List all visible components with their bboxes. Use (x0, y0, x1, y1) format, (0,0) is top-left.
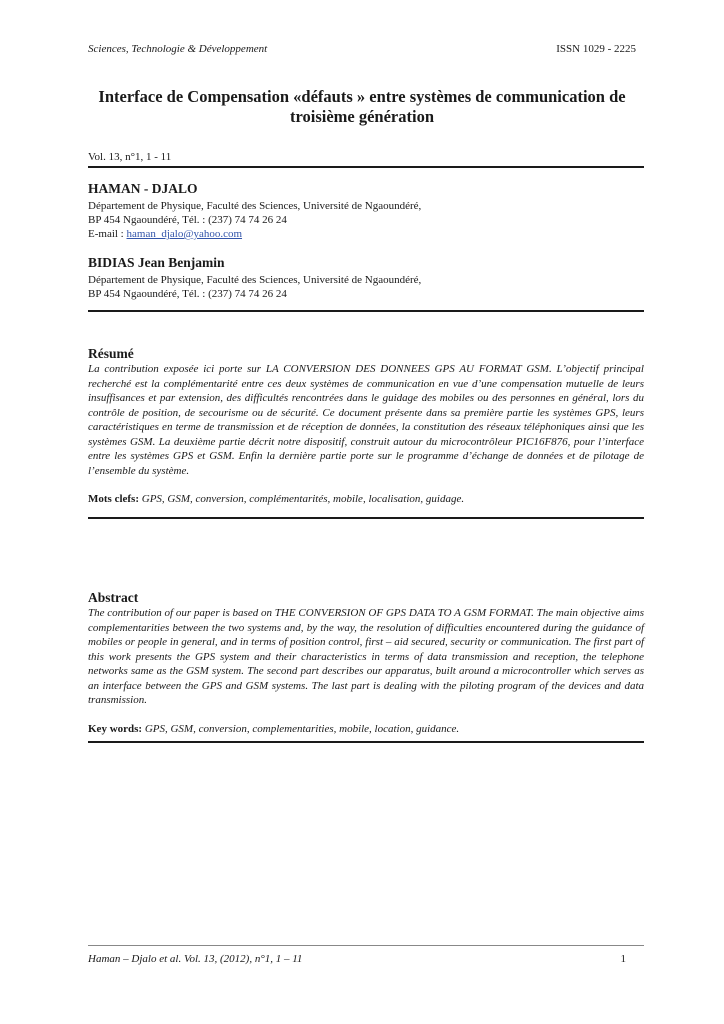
author-address: BP 454 Ngaoundéré, Tél. : (237) 74 74 26 24 (88, 288, 287, 300)
keywords: GPS, GSM, conversion, complémentarités, mobile, localisation, guidage. (141, 493, 465, 505)
abstract-keywords (88, 722, 644, 737)
abstract-heading: Abstract (88, 590, 139, 605)
footer-citation: Haman – Djalo et al. Vol. 13, (2012), n°1, 1 – 11 (88, 953, 303, 965)
footer (88, 953, 644, 965)
abstract-section (88, 590, 644, 736)
volume-line: Vol. 13, n°1, 1 - 11 (88, 151, 172, 163)
divider-rule (88, 166, 644, 168)
issn: ISSN 1029 - 2225 (556, 43, 636, 55)
author-block (88, 180, 644, 241)
keywords-label: Mots clefs: (88, 493, 140, 505)
keywords-label: Key words: (88, 722, 143, 735)
paper-title: Interface de Compensation «défauts » entre systèmes de communication de troisième génération (98, 87, 626, 126)
author-name: HAMAN - DJALO (88, 181, 198, 196)
author-affiliation: Département de Physique, Faculté des Sciences, Université de Ngaoundéré, (88, 274, 422, 286)
author-name: BIDIAS Jean Benjamin (88, 255, 225, 270)
resume-heading: Résumé (88, 346, 134, 361)
author-address: BP 454 Ngaoundéré, Tél. : (237) 74 74 26 24 (88, 214, 287, 226)
resume-keywords (88, 492, 644, 507)
author-block (88, 254, 644, 301)
resume-text: La contribution exposée ici porte sur LA CONVERSION DES DONNEES GPS AU FORMAT GSM. L’objectif principal recherché est la complémentarité entre ces deux systèmes de communication en vue d’une compensation mutuelle de leurs insuffisances et par extension, des difficultés rencontrées dans le guidage des mobiles ou des personnes en général, lors du contrôle de position, de secourisme ou de sécurité. Ce document présente dans sa première partie les systèmes GPS, leurs caractéristiques en terme de transmission et de réception de données, la constitution des réseaux téléphoniques ainsi que les systèmes GSM. La deuxième partie décrit notre dispositif, construit autour du microcontrôleur PIC16F876, pour l’interface entre les systèmes GPS et GSM. Enfin la dernière partie porte sur le programme d’échange de données et de pilotage de l’ensemble du système. (88, 363, 644, 477)
footer-rule (88, 945, 644, 946)
email-label: E-mail : (88, 228, 127, 240)
page-number: 1 (620, 953, 626, 965)
divider-rule (88, 310, 644, 312)
keywords: GPS, GSM, conversion, complementarities, mobile, location, guidance. (144, 722, 460, 735)
email-link[interactable]: haman_djalo@yahoo.com (126, 228, 243, 240)
author-email-line (88, 227, 644, 241)
divider-rule (88, 741, 644, 743)
journal-name: Sciences, Technologie & Développement (88, 43, 268, 55)
author-affiliation: Département de Physique, Faculté des Sciences, Université de Ngaoundéré, (88, 200, 422, 212)
divider-rule (88, 517, 644, 519)
abstract-text: The contribution of our paper is based on THE CONVERSION OF GPS DATA TO A GSM FORMAT. The main objective aims complementarities between the two systems and, by the way, the resolution of difficulties encountered during the guidance of mobiles or people in general, and in terms of position control, first – aid secured, security or communication. The first part of this work presents the GPS system and their characteristics in terms of data transmission and reception, the telephone networks same as the GSM system. The second part describes our apparatus, built around a microcontroller which serves as an interface between the GPS and GSM systems. The last part is dealing with the piloting program of the devices and data transmission. (88, 607, 644, 706)
resume-section (88, 346, 644, 507)
